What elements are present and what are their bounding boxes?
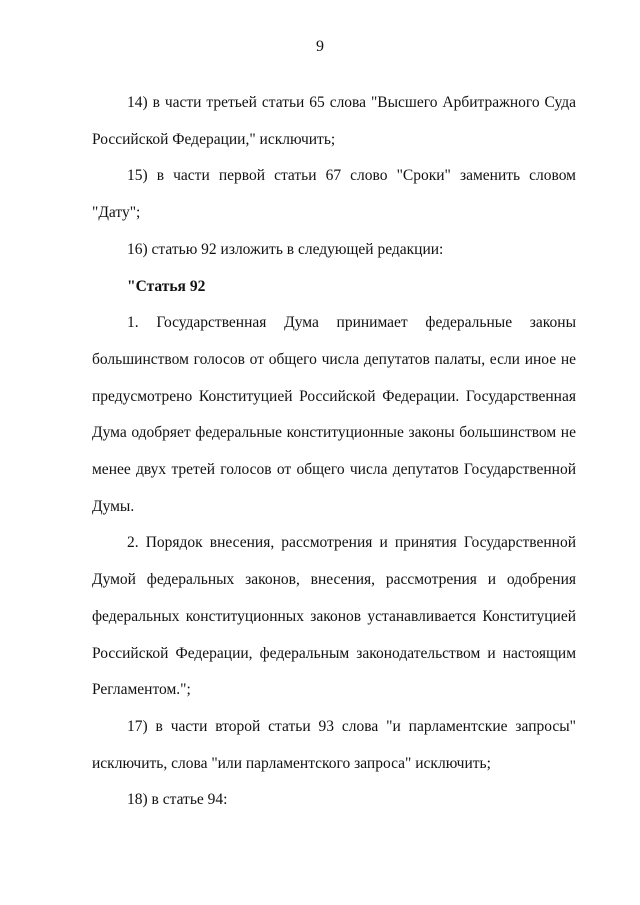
amendment-item-15: 15) в части первой статьи 67 слово "Сроки" заменить словом "Дату"; bbox=[92, 167, 576, 222]
page-number: 9 bbox=[316, 38, 324, 55]
amendment-item-14: 14) в части третьей статьи 65 слова "Высшего Арбитражного Суда Российской Федерации," исключить; bbox=[92, 94, 576, 148]
article-92-heading: "Статья 92 bbox=[127, 277, 206, 295]
amendment-item-17: 17) в части второй статьи 93 слова "и парламентские запросы" исключить, слова "или парламентского запроса" исключить; bbox=[92, 717, 576, 772]
article-92-paragraph-1: 1. Государственная Дума принимает федеральные законы большинством голосов от общего числа депутатов палаты, если иное не предусмотрено Конституцией Российской Федерации. Государственная Дума одобряет федеральные конституционные законы большинством не менее двух третей голосов от общего числа депутатов Государственной Думы. bbox=[92, 314, 576, 515]
amendment-item-16: 16) статью 92 изложить в следующей редакции: bbox=[127, 240, 444, 258]
document-body bbox=[92, 85, 576, 819]
article-92-paragraph-2: 2. Порядок внесения, рассмотрения и принятия Государственной Думой федеральных законов, внесения, рассмотрения и одобрения федеральных конституционных законов устанавливается Конституцией Российской Федерации, федеральным законодательством и настоящим Регламентом."; bbox=[92, 534, 576, 699]
amendment-item-18: 18) в статье 94: bbox=[127, 791, 228, 809]
